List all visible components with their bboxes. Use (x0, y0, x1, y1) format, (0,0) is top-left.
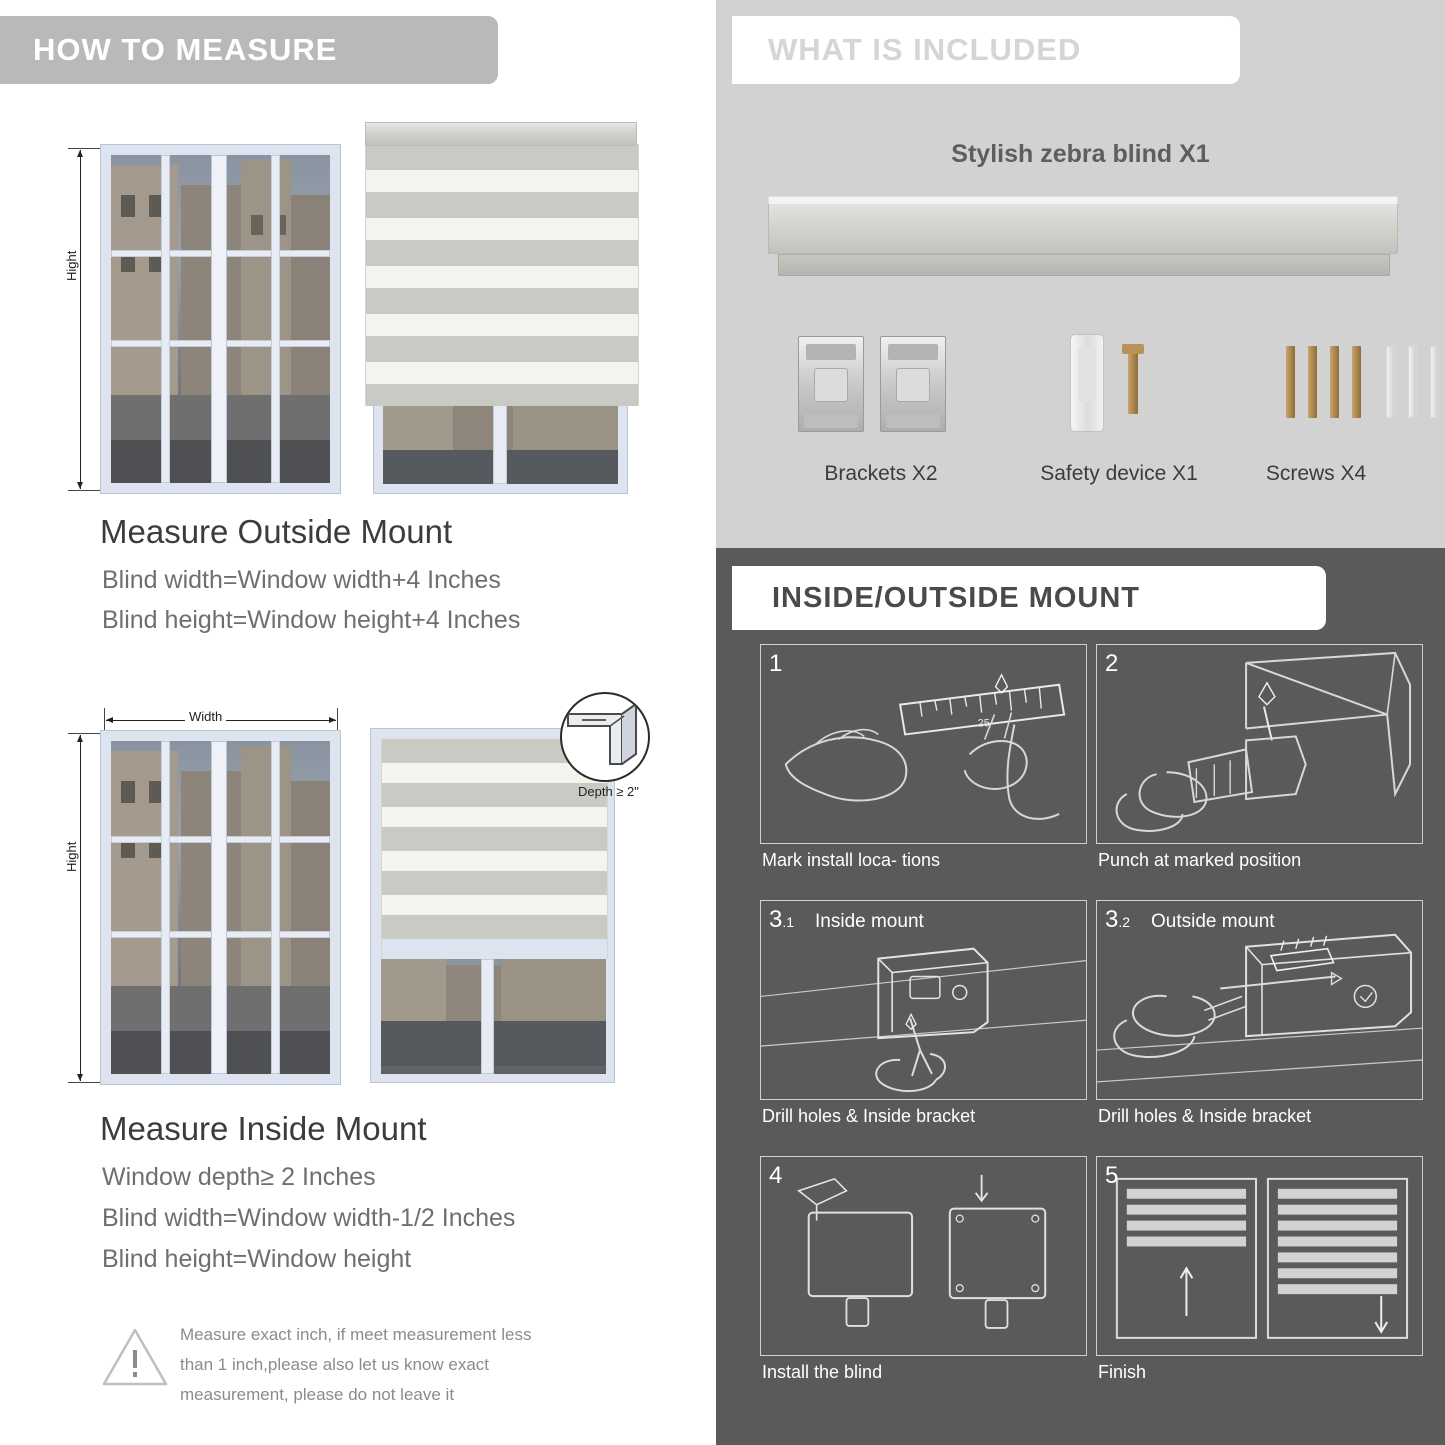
step-3-1-inline-label: Inside mount (815, 911, 924, 932)
what-is-included-title: WHAT IS INCLUDED (768, 32, 1082, 67)
outside-height-arrow (80, 150, 81, 489)
outside-mount-diagram (0, 100, 710, 510)
warning-triangle-icon (100, 1324, 170, 1390)
step-2-number: 2 (1105, 650, 1119, 677)
step-3-2-number: 3.2 (1105, 906, 1131, 933)
how-to-measure-title: HOW TO MEASURE (33, 32, 338, 67)
inside-mount-line2: Blind width=Window width-1/2 Inches (102, 1204, 516, 1232)
outside-height-label: Hight (64, 247, 79, 285)
safety-device-illustration (1056, 330, 1206, 440)
outside-mount-blind (365, 114, 645, 494)
warning-line3: measurement, please do not leave it (180, 1385, 455, 1404)
step-2-caption: Punch at marked position (1098, 850, 1302, 870)
warning-line2: than 1 inch,please also let us know exact (180, 1355, 490, 1374)
inside-mount-heading: Measure Inside Mount (100, 1110, 427, 1147)
inside-mount-line1: Window depth≥ 2 Inches (102, 1163, 376, 1191)
inside-outside-mount-banner (732, 566, 1326, 630)
svg-text:25: 25 (977, 717, 990, 730)
what-is-included-panel (716, 0, 1445, 548)
step-card-1 (760, 644, 1087, 844)
what-is-included-banner (732, 16, 1240, 84)
step-card-3-2 (1096, 900, 1423, 1100)
step-1-caption: Mark install loca- tions (762, 850, 941, 870)
depth-label: Depth ≥ 2" (578, 784, 639, 799)
step-5-number: 5 (1105, 1162, 1119, 1189)
step-1-sketch (761, 645, 1086, 844)
hardware-row (716, 330, 1445, 460)
step-1-number: 1 (769, 650, 783, 677)
step-5-caption: Finish (1098, 1362, 1147, 1382)
step-card-3-1 (760, 900, 1087, 1100)
inside-height-label: Hight (64, 838, 79, 876)
headrail-illustration (768, 196, 1398, 296)
warning-line1: Measure exact inch, if meet measurement less (180, 1325, 532, 1344)
step-4-number: 4 (769, 1162, 783, 1189)
measure-warning (100, 1320, 660, 1420)
safety-device-label: Safety device X1 (1040, 462, 1198, 485)
inside-width-label: Width (185, 709, 226, 724)
outside-window-frame (100, 144, 341, 494)
outside-mount-line1: Blind width=Window width+4 Inches (102, 566, 501, 594)
step-5-sketch (1097, 1157, 1422, 1356)
outside-mount-line2: Blind height=Window height+4 Inches (102, 606, 521, 634)
outside-window-glass (111, 155, 330, 483)
step-3-1-caption: Drill holes & Inside bracket (762, 1106, 976, 1126)
inside-blind-outer-frame (370, 728, 615, 1083)
step-card-4 (760, 1156, 1087, 1356)
screws-illustration (1286, 330, 1445, 440)
inside-height-arrow (80, 735, 81, 1081)
step-2-sketch (1097, 645, 1422, 844)
safety-screw (1128, 350, 1138, 414)
inside-outside-mount-title: INSIDE/OUTSIDE MOUNT (772, 581, 1141, 614)
outside-mount-heading: Measure Outside Mount (100, 513, 453, 550)
inside-mount-line3: Blind height=Window height (102, 1245, 412, 1273)
screws-label: Screws X4 (1265, 462, 1367, 485)
inside-blind-window-glass (381, 959, 606, 1074)
step-card-5 (1096, 1156, 1423, 1356)
step-3-2-caption: Drill holes & Inside bracket (1098, 1106, 1312, 1126)
inside-mount-diagram (0, 698, 710, 1098)
inside-outside-mount-panel (716, 548, 1445, 1445)
step-3-2-inline-label: Outside mount (1151, 911, 1275, 932)
brackets-illustration (794, 330, 964, 440)
outside-blind-fabric (365, 144, 639, 406)
step-3-1-number: 3.1 (769, 906, 795, 933)
depth-callout-circle (560, 692, 650, 782)
step-card-2 (1096, 644, 1423, 844)
step-4-sketch (761, 1157, 1086, 1356)
inside-window-frame (100, 730, 341, 1085)
depth-callout-sketch (562, 694, 648, 780)
brackets-label: Brackets X2 (824, 462, 938, 485)
outside-blind-valance (365, 122, 637, 146)
step-4-caption: Install the blind (762, 1362, 883, 1382)
product-title: Stylish zebra blind X1 (951, 140, 1210, 168)
inside-window-glass (111, 741, 330, 1074)
how-to-measure-panel (0, 0, 710, 1445)
how-to-measure-banner (0, 16, 498, 84)
inside-mount-blind (370, 728, 620, 1088)
